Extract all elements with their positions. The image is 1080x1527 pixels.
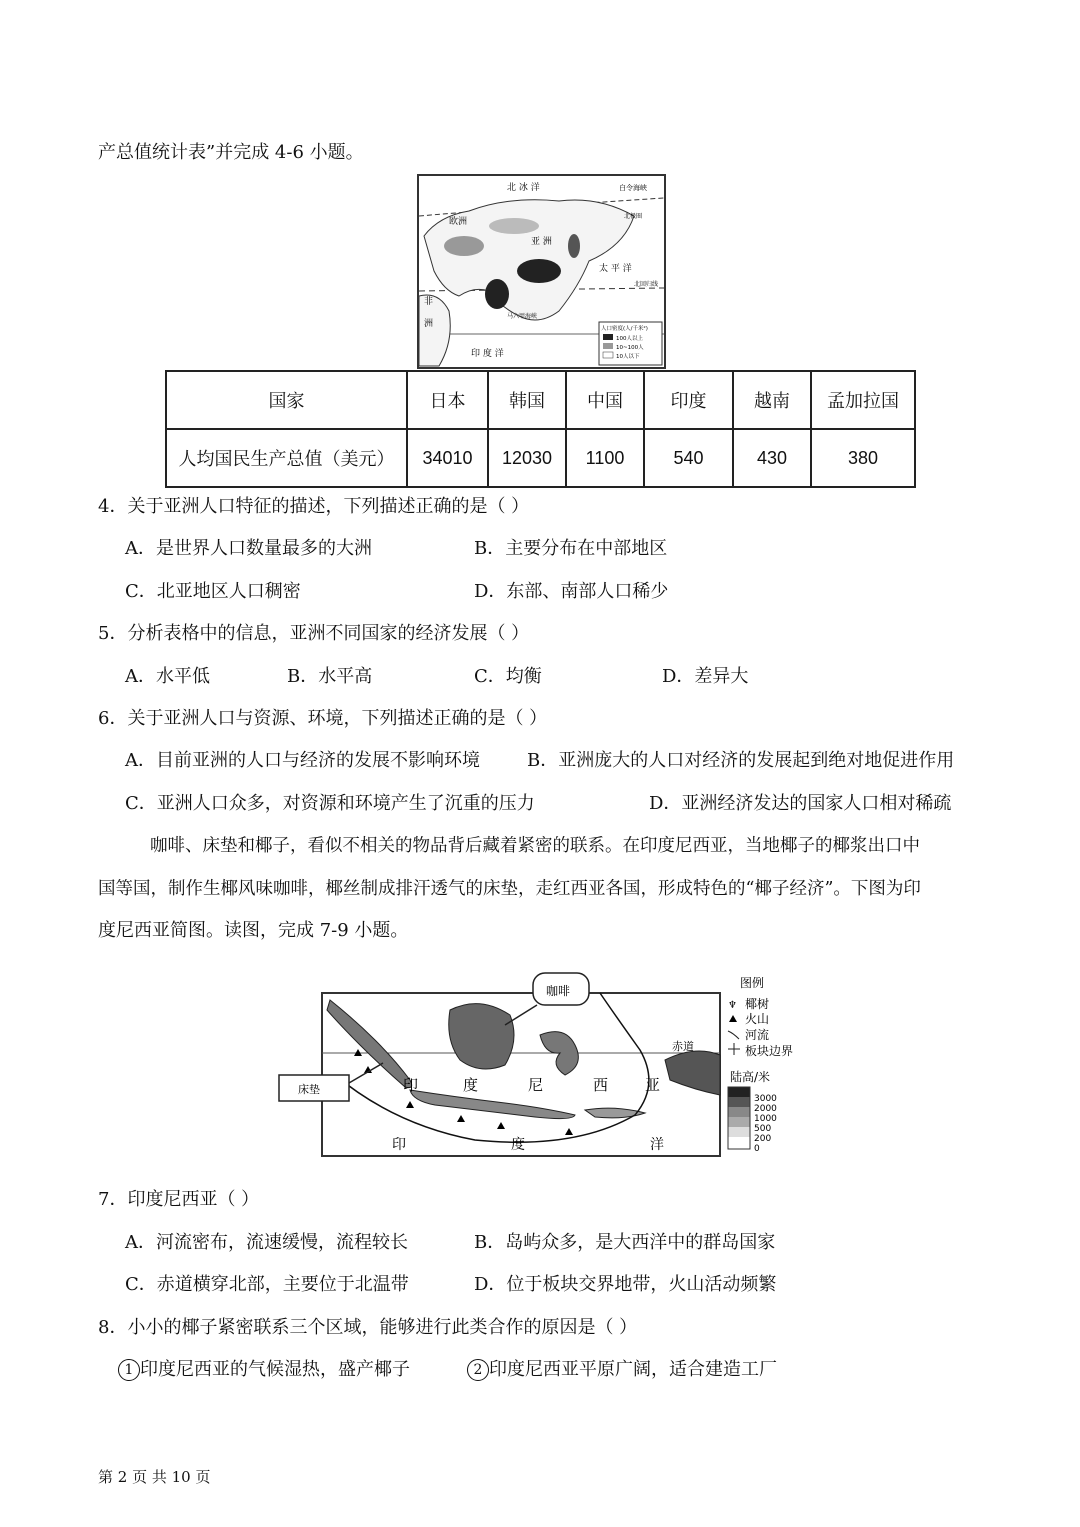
q4-option-a: A．是世界人口数量最多的大洲 (125, 538, 372, 559)
label-bering: 白令海峡 (619, 184, 647, 192)
label-ocean-3: 洋 (650, 1137, 664, 1153)
indonesia-map (275, 965, 805, 1160)
q7-option-b: B．岛屿众多，是大西洋中的群岛国家 (474, 1232, 776, 1253)
label-asia: 亚 洲 (531, 237, 552, 247)
legend-swatch-high (603, 334, 613, 340)
q8-option-1 (118, 1358, 410, 1382)
indonesia-map-svg (275, 965, 805, 1160)
header-korea: 韩国 (488, 371, 566, 429)
elev-swatch-500 (728, 1117, 750, 1127)
passage-line-1: 咖啡、床垫和椰子，看似不相关的物品背后藏着紧密的联系。在印度尼西亚，当地椰子的椰浆出口中 (150, 836, 920, 856)
density-japan (568, 234, 580, 258)
elevation-title: 陆高/米 (730, 1070, 771, 1084)
asia-population-map (417, 174, 666, 369)
q7-option-c: C．赤道横穿北部，主要位于北温带 (125, 1274, 409, 1295)
legend-volcano: 火山 (745, 1012, 770, 1026)
label-arctic: 北 冰 洋 (507, 183, 540, 193)
label-country-4: 西 (593, 1076, 609, 1094)
legend-river: 河流 (745, 1028, 770, 1042)
table-header-row (166, 371, 915, 429)
density-china (517, 259, 561, 283)
page-footer: 第 2 页 共 10 页 (98, 1468, 211, 1486)
label-country-3: 尼 (528, 1076, 544, 1094)
header-japan: 日本 (407, 371, 488, 429)
q8-stem: 8．小小的椰子紧密联系三个区域，能够进行此类合作的原因是（ ） (98, 1317, 638, 1338)
elev-swatch-200 (728, 1127, 750, 1137)
value-vietnam: 430 (733, 429, 811, 487)
value-korea: 12030 (488, 429, 566, 487)
gnp-table (165, 370, 916, 488)
label-tropic: 北回归线 (634, 281, 659, 288)
passage-line-3: 度尼西亚简图。读图，完成 7-9 小题。 (98, 920, 409, 941)
density-central (489, 218, 539, 234)
legend-high: 100人以上 (616, 336, 643, 342)
volcano-icon (729, 1015, 737, 1022)
elev-0: 0 (754, 1144, 760, 1154)
q5-option-a: A．水平低 (125, 666, 210, 687)
label-malacca: 马六甲海峡 (507, 313, 538, 320)
elev-swatch-1000 (728, 1107, 750, 1117)
q6-option-c: C．亚洲人口众多，对资源和环境产生了沉重的压力 (125, 793, 535, 814)
label-equator: 赤道 (672, 1040, 694, 1053)
q5-option-b: B．水平高 (287, 666, 373, 687)
label-africa-2: 洲 (424, 319, 434, 329)
indo-legend-title: 图例 (740, 976, 765, 990)
plate-boundary-icon (728, 1043, 740, 1055)
q7-option-a: A．河流密布，流速缓慢，流程较长 (125, 1232, 408, 1253)
table-row (166, 429, 915, 487)
q8-option-2 (467, 1358, 777, 1382)
elev-200: 200 (754, 1134, 772, 1144)
label-pacific: 太 平 洋 (599, 264, 632, 274)
value-china: 1100 (566, 429, 644, 487)
label-country-1: 印 (403, 1076, 419, 1094)
label-europe: 欧洲 (449, 217, 468, 227)
header-india: 印度 (644, 371, 733, 429)
row-label: 人均国民生产总值（美元） (166, 429, 407, 487)
q8-option-2-text: 印度尼西亚平原广阔，适合建造工厂 (489, 1359, 777, 1380)
q8-option-1-text: 印度尼西亚的气候湿热，盛产椰子 (140, 1359, 410, 1380)
label-africa-1: 非 (424, 297, 434, 307)
label-mattress: 床垫 (298, 1083, 320, 1096)
q4-option-b: B．主要分布在中部地区 (474, 538, 668, 559)
passage-line-2: 国等国，制作生椰风味咖啡，椰丝制成排汗透气的床垫，走红西亚各国，形成特色的“椰子经济”。下图为印 (98, 879, 921, 899)
q6-stem: 6．关于亚洲人口与资源、环境，下列描述正确的是（ ） (98, 708, 548, 729)
density-india (485, 279, 509, 309)
q7-stem: 7．印度尼西亚（ ） (98, 1189, 260, 1210)
label-country-5: 亚 (645, 1076, 661, 1094)
q4-option-d: D．东部、南部人口稀少 (474, 581, 669, 602)
elev-swatch-3000 (728, 1087, 750, 1097)
asia-legend-title: 人口密度(人/千米²) (601, 326, 648, 332)
q6-option-d: D．亚洲经济发达的国家人口相对稀疏 (649, 793, 952, 814)
asia-map-svg (419, 176, 664, 367)
header-vietnam: 越南 (733, 371, 811, 429)
elev-1000: 1000 (754, 1114, 777, 1124)
legend-palm: 椰树 (745, 997, 770, 1011)
label-indian-ocean: 印 度 洋 (471, 349, 504, 359)
header-china: 中国 (566, 371, 644, 429)
value-bangladesh: 380 (811, 429, 915, 487)
value-japan: 34010 (407, 429, 488, 487)
indonesia-map-frame (322, 993, 720, 1156)
circle-mark-1: 1 (118, 1359, 140, 1381)
q6-option-b: B．亚洲庞大的人口对经济的发展起到绝对地促进作用 (527, 750, 955, 771)
density-europe (444, 236, 484, 256)
q5-option-d: D．差异大 (662, 666, 749, 687)
label-arctic-circle: 北极圈 (624, 213, 643, 220)
river-icon (728, 1031, 739, 1039)
legend-mid: 10~100人 (616, 345, 644, 351)
q7-option-d: D．位于板块交界地带，火山活动频繁 (474, 1274, 777, 1295)
elev-500: 500 (754, 1124, 772, 1134)
header-bangladesh: 孟加拉国 (811, 371, 915, 429)
q5-option-c: C．均衡 (474, 666, 542, 687)
legend-swatch-low (603, 352, 613, 358)
elev-swatch-2000 (728, 1097, 750, 1107)
intro-text: 产总值统计表”并完成 4-6 小题。 (98, 142, 364, 163)
label-ocean-2: 度 (511, 1137, 525, 1153)
circle-mark-2: 2 (467, 1359, 489, 1381)
q6-option-a: A．目前亚洲的人口与经济的发展不影响环境 (125, 750, 480, 771)
value-india: 540 (644, 429, 733, 487)
q4-option-c: C．北亚地区人口稠密 (125, 581, 301, 602)
header-country: 国家 (166, 371, 407, 429)
elev-2000: 2000 (754, 1104, 777, 1114)
label-country-2: 度 (463, 1076, 479, 1094)
q4-stem: 4．关于亚洲人口特征的描述，下列描述正确的是（ ） (98, 496, 530, 517)
elev-3000: 3000 (754, 1094, 777, 1104)
palm-icon: ♆ (728, 1000, 737, 1011)
q5-stem: 5．分析表格中的信息，亚洲不同国家的经济发展（ ） (98, 623, 530, 644)
legend-swatch-mid (603, 343, 613, 349)
label-ocean-1: 印 (392, 1137, 406, 1153)
label-coffee: 咖啡 (546, 984, 571, 998)
legend-low: 10人以下 (616, 354, 640, 360)
legend-plate: 板块边界 (745, 1044, 794, 1058)
